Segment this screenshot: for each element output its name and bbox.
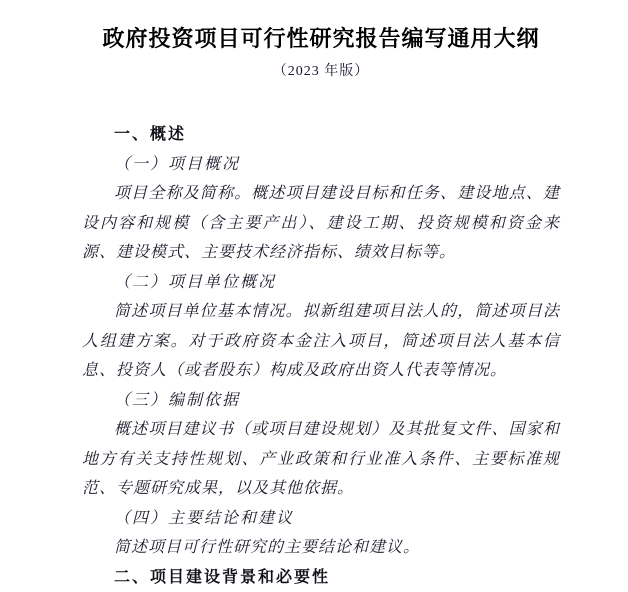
document-body	[82, 120, 560, 592]
document-title: 政府投资项目可行性研究报告编写通用大纲	[102, 26, 540, 51]
subsection-heading-project-unit: （二）项目单位概况	[114, 273, 277, 291]
document-subtitle: （2023 年版）	[272, 64, 370, 79]
paragraph-compilation-basis: 概述项目建议书（或项目建设规划）及其批复文件、国家和地方有关支持性规划、产业政策和行业准入条件、主要标准规范、专题研究成果，以及其他依据。	[82, 421, 560, 497]
section-heading-background-necessity: 二、项目建设背景和必要性	[114, 568, 331, 586]
subsection-heading-compilation-basis: （三）编制依据	[114, 391, 241, 409]
paragraph-main-conclusions: 简述项目可行性研究的主要结论和建议。	[114, 539, 421, 556]
subsection-heading-project-overview: （一）项目概况	[114, 155, 241, 173]
paragraph-project-overview: 项目全称及简称。概述项目建设目标和任务、建设地点、建设内容和规模（含主要产出）、建设工期、投资规模和资金来源、建设模式、主要技术经济指标、绩效目标等。	[82, 185, 560, 261]
subsection-heading-main-conclusions: （四）主要结论和建议	[114, 509, 295, 527]
paragraph-project-unit: 简述项目单位基本情况。拟新组建项目法人的，简述项目法人组建方案。对于政府资本金注入项目，简述项目法人基本信息、投资人（或者股东）构成及政府出资人代表等情况。	[82, 303, 560, 379]
section-heading-overview: 一、概述	[114, 126, 187, 143]
